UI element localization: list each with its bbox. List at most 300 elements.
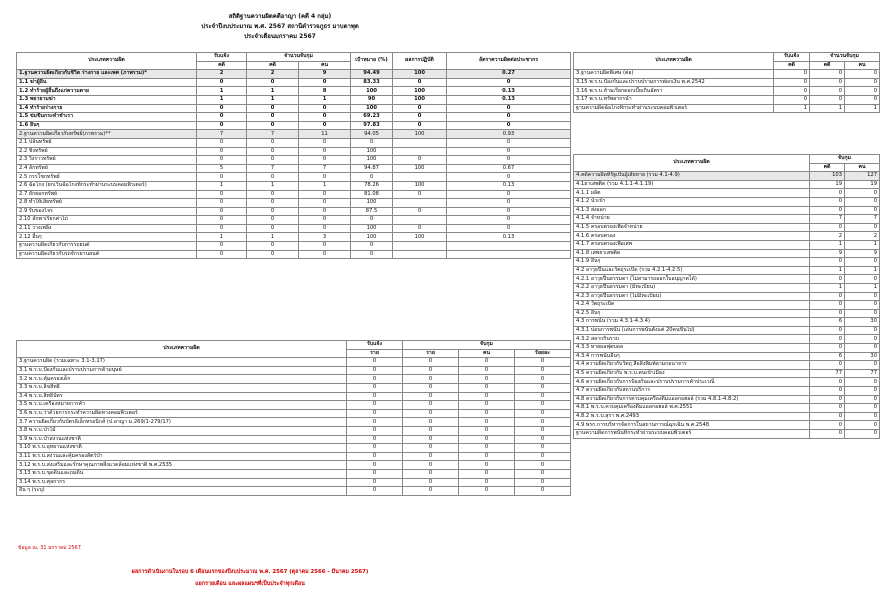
cell-result: 100 (393, 233, 447, 242)
cell-arrest-case: 1 (810, 104, 845, 113)
cell-rate: 0 (447, 104, 571, 113)
table-row (17, 250, 571, 259)
cell-arrest-item: 0 (403, 418, 459, 427)
cell-reported-case: 0 (774, 95, 810, 104)
cell-percent: 0 (515, 358, 571, 367)
cell-arrest-case: 0 (810, 387, 845, 396)
cell-percent: 0 (515, 461, 571, 470)
cell-rate: 0 (447, 147, 571, 156)
table-row (574, 326, 880, 335)
cell-reported-case: 5 (197, 164, 247, 173)
table-row (17, 392, 571, 401)
col-percent: ร้อยละ (515, 349, 571, 358)
cell-arrest-item: 0 (403, 392, 459, 401)
cell-type: 2.ฐานความผิดเกี่ยวกับทรัพย์(ภาพรวม)** (17, 130, 197, 139)
cell-type: 4.3.4 การพนันอื่นๆ (574, 352, 810, 361)
table-row (17, 216, 571, 225)
cell-arrest-person: 11 (299, 130, 351, 139)
cell-target-pct: 94.49 (351, 70, 393, 79)
table-row (17, 461, 571, 470)
cell-rate: 0 (447, 199, 571, 208)
cell-reported-case: 7 (197, 130, 247, 139)
cell-target-pct: 87.5 (351, 207, 393, 216)
cell-result: 0 (393, 190, 447, 199)
table-row (574, 215, 880, 224)
cell-arrest-person: 0 (845, 223, 880, 232)
cell-arrest-person: 0 (845, 258, 880, 267)
cell-arrest-person: 0 (299, 138, 351, 147)
cell-type: 4.1.6 ครอบครอง (574, 232, 810, 241)
cell-target-pct: 0 (351, 173, 393, 182)
cell-reported-case: 0 (197, 199, 247, 208)
cell-rate: 0.13 (447, 233, 571, 242)
cell-arrest-case: 0 (247, 121, 299, 130)
cell-arrest-person: 0 (845, 70, 880, 79)
table-row (17, 366, 571, 375)
table-row (574, 344, 880, 353)
cell-reported-item: 0 (347, 452, 403, 461)
cell-reported-case: 0 (197, 190, 247, 199)
cell-arrest-person: 0 (845, 412, 880, 421)
cell-result (393, 242, 447, 251)
table-row (17, 113, 571, 122)
cell-arrest-item: 0 (403, 366, 459, 375)
cell-arrest-case: 0 (810, 361, 845, 370)
cell-arrest-case: 0 (247, 147, 299, 156)
cell-type: 4.1.8 เสพยาเสพติด (574, 249, 810, 258)
cell-arrest-case: 0 (810, 309, 845, 318)
cell-type: 4.1.2 นำเข้า (574, 197, 810, 206)
cell-arrest-case: 0 (247, 199, 299, 208)
cell-arrest-case: 0 (810, 404, 845, 413)
table-row (17, 156, 571, 165)
cell-arrest-case: 0 (810, 275, 845, 284)
cell-arrest-case: 0 (247, 138, 299, 147)
cell-reported-item: 0 (347, 409, 403, 418)
cell-arrest-item: 0 (403, 409, 459, 418)
cell-arrest-person: 0 (845, 301, 880, 310)
cell-result: 0 (393, 207, 447, 216)
table-row (17, 130, 571, 139)
table-row (17, 224, 571, 233)
table-row (574, 223, 880, 232)
cell-percent: 0 (515, 366, 571, 375)
col-person: คน (845, 61, 880, 70)
table-row (574, 352, 880, 361)
cell-arrest-case: 9 (810, 249, 845, 258)
cell-arrest-case: 2 (810, 232, 845, 241)
cell-type: 2.6 ฉ้อโกง (ยกเว้นฉ้อโกงที่กระทำผ่านระบบคอมพิวเตอร์) (17, 181, 197, 190)
table-row (17, 147, 571, 156)
table-row (17, 207, 571, 216)
cell-type: 3.5 พ.ร.บ.เครื่องหมายการค้า (17, 401, 347, 410)
cell-arrest-item: 0 (403, 358, 459, 367)
cell-arrest-case: 0 (810, 197, 845, 206)
cell-reported-case: 1 (197, 87, 247, 96)
cell-arrest-person: 7 (845, 215, 880, 224)
cell-type: 3.13 พ.ร.บ.ขุดดินและถมดิน (17, 469, 347, 478)
cell-rate: 0 (447, 78, 571, 87)
cell-arrest-person: 30 (845, 352, 880, 361)
cell-arrest-case: 0 (810, 301, 845, 310)
cell-arrest-case: 7 (247, 130, 299, 139)
cell-arrest-item: 0 (403, 426, 459, 435)
cell-arrest-case: 0 (810, 430, 845, 439)
cell-arrest-case: 1 (810, 240, 845, 249)
cell-arrest-person: 0 (845, 326, 880, 335)
cell-arrest-person: 0 (299, 216, 351, 225)
cell-arrest-person: 0 (459, 469, 515, 478)
cell-arrest-person: 1 (299, 181, 351, 190)
cell-arrest-case: 0 (247, 207, 299, 216)
cell-type: 3.11 พ.ร.บ.สงวนและคุ้มครองสัตว์ป่า (17, 452, 347, 461)
cell-reported-item: 0 (347, 478, 403, 487)
cell-reported-case: 1 (774, 104, 810, 113)
cell-arrest-case: 7 (247, 164, 299, 173)
cell-type: 4.4 ความผิดเกี่ยวกับวัตถุ สื่อสิ่งพิมพ์ลามกอนาจาร (574, 361, 810, 370)
table-row (17, 190, 571, 199)
cell-target-pct: 0 (351, 138, 393, 147)
cell-arrest-case: 0 (810, 223, 845, 232)
cell-result: 0 (393, 121, 447, 130)
cell-result (393, 216, 447, 225)
table-row (574, 301, 880, 310)
cell-arrest-person: 0 (845, 275, 880, 284)
cell-arrest-person: 0 (845, 335, 880, 344)
table-row (17, 181, 571, 190)
cell-result: 0 (393, 104, 447, 113)
cell-target-pct: 69.23 (351, 113, 393, 122)
cell-target-pct: 90 (351, 95, 393, 104)
cell-reported-item: 0 (347, 383, 403, 392)
cell-arrest-case: 0 (247, 224, 299, 233)
cell-type: 3.16 พ.ร.บ.ห้ามเรียกดอกเบี้ยเกินอัตรา (574, 87, 774, 96)
cell-result (393, 173, 447, 182)
cell-type: 2.2 ชิงทรัพย์ (17, 147, 197, 156)
table-row (574, 70, 880, 79)
table-row (17, 358, 571, 367)
table-row (574, 387, 880, 396)
cell-arrest-case: 7 (810, 215, 845, 224)
cell-arrest-person: 0 (845, 430, 880, 439)
cell-reported-case: 0 (197, 121, 247, 130)
cell-target-pct: 100 (351, 156, 393, 165)
cell-percent: 0 (515, 375, 571, 384)
cell-reported-item: 0 (347, 426, 403, 435)
col-arrest-item: ราย (403, 349, 459, 358)
table-row (574, 172, 880, 181)
table-row (17, 383, 571, 392)
cell-arrest-item: 0 (403, 452, 459, 461)
cell-arrest-person: 77 (845, 369, 880, 378)
table-row (17, 121, 571, 130)
cell-arrest-case: 0 (247, 113, 299, 122)
cell-arrest-person: 0 (299, 121, 351, 130)
table-special-offenses (16, 340, 571, 496)
cell-arrest-person: 0 (299, 207, 351, 216)
cell-type: 4.1.1 ผลิต (574, 189, 810, 198)
table-row (17, 95, 571, 104)
cell-arrest-person: 0 (845, 87, 880, 96)
table-row (17, 409, 571, 418)
cell-arrest-case: 0 (810, 95, 845, 104)
report-month: ประจำเดือนมกราคม 2567 (244, 33, 316, 40)
cell-type: 4.8.1 พ.ร.บ.ควบคุมเครื่องดื่มแอลกอฮอล์ พ.ศ.2551 (574, 404, 810, 413)
cell-type: ฐานความผิดเกี่ยวกับรถจักรยานยนต์ (17, 250, 197, 259)
cell-type: 4.3.2 สลากกินรวบ (574, 335, 810, 344)
cell-type: 2.3 วิ่งราวทรัพย์ (17, 156, 197, 165)
col-type: ประเภทความผิด (574, 155, 810, 172)
cell-type: 4.2 อาวุธปืนและวัตถุระเบิด (รวม 4.2.1-4.2.5) (574, 266, 810, 275)
cell-percent: 0 (515, 435, 571, 444)
cell-arrest-person: 0 (299, 78, 351, 87)
cell-arrest-person: 0 (299, 147, 351, 156)
cell-arrest-person: 0 (459, 375, 515, 384)
cell-type: 3.17 พ.ร.บ.ทรัพยากรน้ำ (574, 95, 774, 104)
cell-arrest-person: 0 (459, 366, 515, 375)
cell-arrest-person: 0 (459, 409, 515, 418)
cell-arrest-person: 0 (459, 358, 515, 367)
table-row (574, 95, 880, 104)
table-row (17, 138, 571, 147)
cell-arrest-case: 0 (247, 173, 299, 182)
cell-target-pct: 0 (351, 242, 393, 251)
col-arrest: จำนวนจับกุม (810, 53, 880, 62)
col-reported: รับแจ้ง (197, 53, 247, 62)
cell-arrest-person: 0 (845, 395, 880, 404)
cell-arrest-person: 0 (845, 197, 880, 206)
cell-reported-item: 0 (347, 392, 403, 401)
cell-percent: 0 (515, 444, 571, 453)
cell-arrest-person: 0 (299, 224, 351, 233)
cell-arrest-person: 0 (845, 387, 880, 396)
cell-arrest-case: 0 (247, 216, 299, 225)
cell-type: ฐานความผิดการพนันที่กระทำผ่านระบบคอมพิวเตอร์ (574, 430, 810, 439)
cell-arrest-person: 0 (845, 421, 880, 430)
cell-reported-case: 1 (197, 233, 247, 242)
cell-result (393, 147, 447, 156)
cell-arrest-person: 1 (299, 95, 351, 104)
cell-reported-case: 0 (197, 156, 247, 165)
cell-arrest-item: 0 (403, 478, 459, 487)
cell-arrest-person: 0 (845, 292, 880, 301)
cell-type: 1.3 พยายามฆ่า (17, 95, 197, 104)
col-rate: อัตราความผิดต่อประชากร (447, 53, 571, 70)
cell-percent: 0 (515, 409, 571, 418)
cell-type: 3.ฐานความผิดพิเศษ (ต่อ) (574, 70, 774, 79)
cell-type: 2.7 ยักยอกทรัพย์ (17, 190, 197, 199)
cell-reported-case: 0 (197, 207, 247, 216)
cell-result: 100 (393, 181, 447, 190)
cell-type: 3.15 พ.ร.บ.ป้องกันและปราบปรามการฟอกเงิน พ.ศ.2542 (574, 78, 774, 87)
cell-arrest-case: 0 (810, 421, 845, 430)
cell-result: 100 (393, 130, 447, 139)
table-row (17, 487, 571, 496)
table-row (574, 249, 880, 258)
cell-arrest-item: 0 (403, 375, 459, 384)
cell-arrest-case: 0 (247, 190, 299, 199)
cell-arrest-person: 0 (845, 309, 880, 318)
cell-arrest-person: 0 (459, 452, 515, 461)
cell-arrest-case: 0 (247, 242, 299, 251)
cell-target-pct: 100 (351, 147, 393, 156)
cell-arrest-person: 9 (845, 249, 880, 258)
cell-type: 4.9 พรก.การบริหารจัดการในสถานการณ์ฉุกเฉิน พ.ศ.2548 (574, 421, 810, 430)
table-row (574, 404, 880, 413)
cell-reported-item: 0 (347, 418, 403, 427)
cell-arrest-person: 0 (845, 344, 880, 353)
cell-arrest-person: 9 (299, 70, 351, 79)
cell-arrest-person: 0 (459, 461, 515, 470)
cell-arrest-case: 0 (810, 70, 845, 79)
cell-arrest-case: 103 (810, 172, 845, 181)
cell-target-pct: 94.05 (351, 130, 393, 139)
table-row (17, 242, 571, 251)
table-row (574, 87, 880, 96)
cell-target-pct: 100 (351, 104, 393, 113)
table-row (574, 275, 880, 284)
cell-arrest-person: 30 (845, 318, 880, 327)
cell-type: 3.3 พ.ร.บ.ลิขสิทธิ์ (17, 383, 347, 392)
cell-arrest-case: 0 (247, 104, 299, 113)
table-row (574, 197, 880, 206)
cell-type: 4.3.3 ทายผลฟุตบอล (574, 344, 810, 353)
cell-type: 4.3.1 บ่อนการพนัน (เล่นการพนันตั้งแต่ 20คนขึ้นไป) (574, 326, 810, 335)
table-row (17, 401, 571, 410)
cell-percent: 0 (515, 487, 571, 496)
col-case: คดี (810, 163, 845, 172)
cell-type: 1.5 ข่มขืนกระทำชำเรา (17, 113, 197, 122)
cell-arrest-person: 0 (459, 418, 515, 427)
cell-reported-item: 0 (347, 401, 403, 410)
cell-reported-item: 0 (347, 487, 403, 496)
cell-reported-case: 0 (197, 78, 247, 87)
cell-arrest-case: 1 (247, 181, 299, 190)
table-row (17, 426, 571, 435)
col-arrest-case: คดี (810, 61, 845, 70)
table-row (574, 335, 880, 344)
cell-arrest-case: 0 (810, 206, 845, 215)
cell-arrest-item: 0 (403, 461, 459, 470)
cell-type: 4.1.3 ส่งออก (574, 206, 810, 215)
cell-arrest-person: 3 (299, 233, 351, 242)
cell-target-pct: 81.08 (351, 190, 393, 199)
col-type: ประเภทความผิด (17, 341, 347, 358)
cell-arrest-case: 0 (810, 258, 845, 267)
cell-type: 3.1 พ.ร.บ.ป้องกันและปราบปรามการค้ามนุษย์ (17, 366, 347, 375)
cell-percent: 0 (515, 418, 571, 427)
cell-rate: 0 (447, 121, 571, 130)
table-special-offenses-cont (573, 52, 880, 113)
cell-type: 4.7 ความผิดเกี่ยวกับสถานบริการ (574, 387, 810, 396)
cell-rate: 0 (447, 173, 571, 182)
cell-arrest-case: 0 (810, 189, 845, 198)
cell-percent: 0 (515, 401, 571, 410)
cell-reported-item: 0 (347, 461, 403, 470)
cell-reported-case: 0 (774, 70, 810, 79)
table-row (574, 395, 880, 404)
cell-percent: 0 (515, 469, 571, 478)
cell-result: 0 (393, 224, 447, 233)
cell-arrest-person: 0 (845, 206, 880, 215)
cell-reported-case: 0 (197, 216, 247, 225)
cell-arrest-person: 19 (845, 180, 880, 189)
cell-arrest-person: 0 (459, 487, 515, 496)
cell-target-pct: 100 (351, 199, 393, 208)
cell-type: อื่น ๆ (ระบุ) (17, 487, 347, 496)
cell-target-pct: 100 (351, 224, 393, 233)
cell-percent: 0 (515, 426, 571, 435)
col-arrest: จับกุม (403, 341, 571, 350)
cell-type: 1.6 อื่นๆ (17, 121, 197, 130)
cell-type: 1.4 ทำร้ายร่างกาย (17, 104, 197, 113)
table-row (574, 240, 880, 249)
cell-type: 4.8 ความผิดเกี่ยวกับการควบคุมเครื่องดื่มแอลกอฮอล์ (รวม 4.8.1-4.8.2) (574, 395, 810, 404)
cell-result (393, 199, 447, 208)
cell-rate: 0.13 (447, 95, 571, 104)
cell-arrest-case: 0 (810, 412, 845, 421)
cell-reported-case: 0 (197, 113, 247, 122)
footer-summary-line: ผลการดำเนินงานในรอบ 6 เดือนแรกของปีงบประมาณ พ.ศ. 2567 (ตุลาคม 2566 - มีนาคม 2567) (131, 569, 369, 575)
cell-type: 4.1.9 อื่นๆ (574, 258, 810, 267)
table-row (17, 435, 571, 444)
cell-reported-item: 0 (347, 375, 403, 384)
cell-type: 3.9 พ.ร.บ.ป่าสงวนแห่งชาติ (17, 435, 347, 444)
cell-rate: 0.13 (447, 181, 571, 190)
cell-arrest-person: 0 (299, 242, 351, 251)
cell-result: 0 (393, 78, 447, 87)
cell-arrest-person: 0 (845, 361, 880, 370)
cell-rate: 0.67 (447, 164, 571, 173)
cell-arrest-person: 0 (459, 444, 515, 453)
cell-rate (447, 250, 571, 259)
cell-reported-item: 0 (347, 358, 403, 367)
cell-result (393, 138, 447, 147)
cell-arrest-person: 0 (459, 426, 515, 435)
table-person-property (16, 52, 571, 259)
cell-type: 4.6 ความผิดเกี่ยวกับการป้องกันและปราบปรามการค้าประเวณี (574, 378, 810, 387)
cell-reported-item: 0 (347, 444, 403, 453)
cell-arrest-person: 0 (459, 435, 515, 444)
cell-arrest-item: 0 (403, 487, 459, 496)
cell-target-pct: 78.26 (351, 181, 393, 190)
table-row (17, 478, 571, 487)
col-type: ประเภทความผิด (574, 53, 774, 70)
cell-reported-item: 0 (347, 366, 403, 375)
table-row (574, 266, 880, 275)
cell-rate: 0.93 (447, 130, 571, 139)
table-row (574, 412, 880, 421)
cell-reported-case: 0 (197, 173, 247, 182)
cell-reported-case: 0 (197, 242, 247, 251)
cell-arrest-person: 0 (299, 199, 351, 208)
table-row (17, 444, 571, 453)
cell-arrest-case: 0 (810, 335, 845, 344)
cell-target-pct: 83.33 (351, 78, 393, 87)
cell-type: 2.1 ปล้นทรัพย์ (17, 138, 197, 147)
cell-rate (447, 242, 571, 251)
col-arrest: จำนวนจับกุม (247, 53, 351, 62)
cell-reported-case: 0 (197, 250, 247, 259)
col-person: คน (459, 349, 515, 358)
cell-arrest-case: 0 (810, 78, 845, 87)
table-row (17, 452, 571, 461)
table-row (574, 361, 880, 370)
cell-reported-item: 0 (347, 435, 403, 444)
cell-arrest-case: 19 (810, 180, 845, 189)
cell-arrest-case: 0 (810, 344, 845, 353)
cell-arrest-case: 0 (810, 292, 845, 301)
